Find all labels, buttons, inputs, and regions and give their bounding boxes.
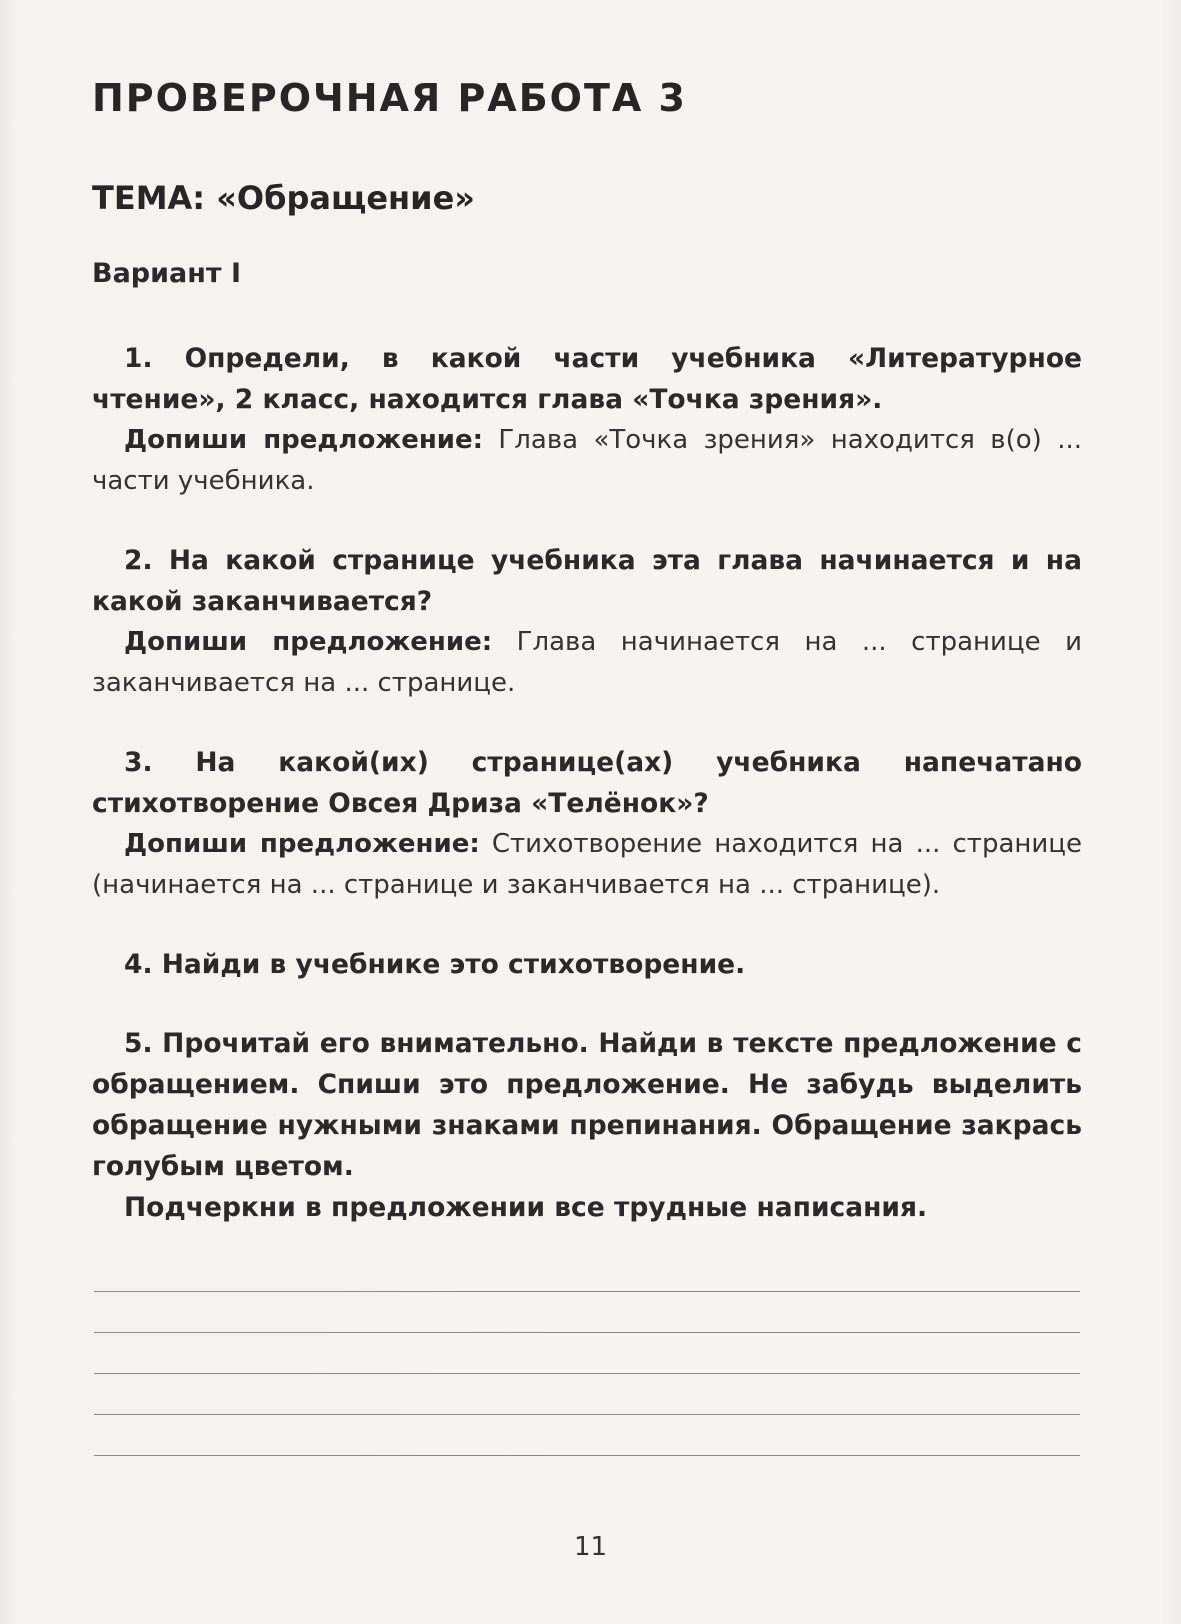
answer-lines: [94, 1291, 1080, 1496]
task-2: [92, 540, 1082, 704]
answer-line: [94, 1332, 1080, 1333]
worksheet-content: [92, 68, 1082, 1228]
task-question: 5. Прочитай его внимательно. Найди в тексте предложение с обращением. Спиши это предложение. Не забудь выделить обращение нужными знаками препинания. Обращение закрась голубым цветом.: [92, 1028, 1082, 1182]
answer-line: [94, 1291, 1080, 1292]
variant-label: Вариант I: [92, 258, 242, 289]
answer-line: [94, 1414, 1080, 1415]
task-5: [92, 1023, 1082, 1228]
page-number: 11: [573, 1532, 608, 1562]
fill-label: Допиши предложение:: [124, 627, 493, 657]
fill-label: Допиши предложение:: [124, 425, 484, 455]
fill-text: Стихотворение находится на ... странице (начинается на ... странице и заканчивается на ... странице).: [92, 829, 1082, 900]
answer-line: [94, 1373, 1080, 1374]
page-title: ПРОВЕРОЧНАЯ РАБОТА 3: [92, 76, 687, 120]
task-fill-instruction: [92, 824, 1082, 906]
task-4: [92, 944, 1082, 985]
task-3: [92, 742, 1082, 906]
answer-line: [94, 1455, 1080, 1456]
task-question: 1. Определи, в какой части учебника «Литературное чтение», 2 класс, находится глава «Точка зрения».: [92, 343, 1082, 415]
task-extra-instruction: Подчеркни в предложении все трудные написания.: [124, 1192, 928, 1223]
task-fill-instruction: [92, 420, 1082, 502]
task-fill-instruction: [92, 622, 1082, 704]
fill-text: Глава «Точка зрения» находится в(о) ... части учебника.: [92, 425, 1082, 496]
task-question: 4. Найди в учебнике это стихотворение.: [124, 949, 746, 980]
task-question: 2. На какой странице учебника эта глава начинается и на какой заканчивается?: [92, 545, 1082, 617]
theme-heading: ТЕМА: «Обращение»: [92, 179, 475, 217]
fill-label: Допиши предложение:: [124, 829, 480, 859]
task-question: 3. На какой(их) странице(ах) учебника напечатано стихотворение Овсея Дриза «Телёнок»?: [92, 747, 1082, 819]
fill-text: Глава начинается на ... странице и заканчивается на ... странице.: [92, 627, 1082, 698]
task-1: [92, 338, 1082, 502]
